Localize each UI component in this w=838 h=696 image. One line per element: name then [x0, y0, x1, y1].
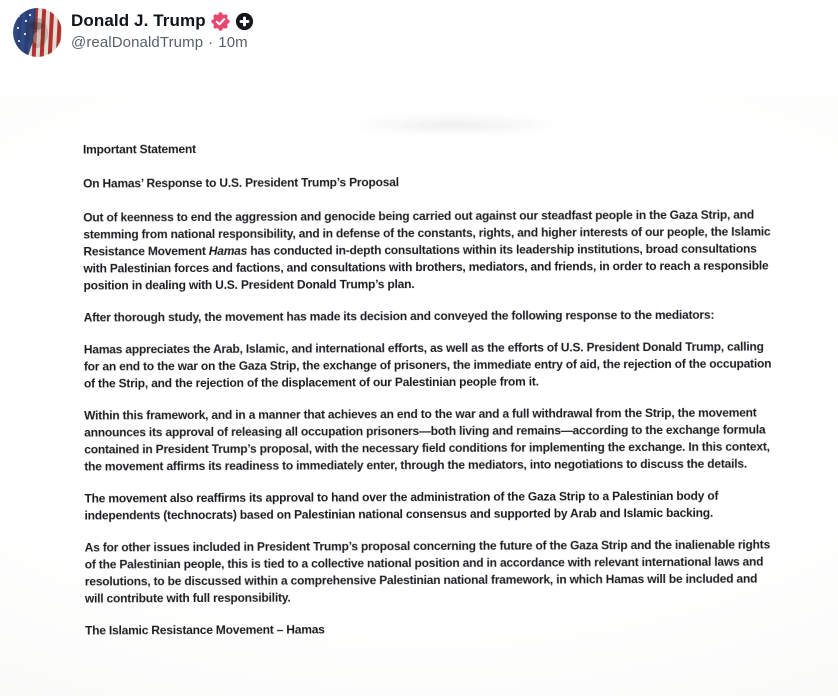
dot-separator: ·: [208, 34, 214, 51]
doc-paragraph-5: The movement also reaffirms its approval to hand over the administration of the Gaza Strip to a Palestinian body of independents (technocrats) based on Palestinian national consensus and supported by Arab and Islamic backing.: [84, 488, 719, 523]
post-header: [13, 8, 254, 57]
statement-document-image[interactable]: [0, 96, 838, 696]
doc-paragraph-1-post: has conducted in-depth consultations within its leadership institutions, broad consultations with Palestinian forces and factions, and consultations with brothers, mediators, and friends, in order to reach a responsible position in dealing with U.S. President Donald Trump’s plan.: [83, 241, 769, 293]
doc-paragraph-1: [83, 206, 777, 294]
display-name[interactable]: Donald J. Trump: [71, 11, 206, 30]
avatar[interactable]: [13, 8, 62, 57]
doc-subtitle: On Hamas’ Response to U.S. President Trump’s Proposal: [83, 175, 399, 191]
doc-paragraph-1-italic: Hamas: [208, 243, 248, 258]
handle[interactable]: @realDonaldTrump: [71, 34, 204, 51]
doc-paragraph-1-pre: Out of keenness to end the aggression and genocide being carried out against our steadfast people in the Gaza Strip, and stemming from national responsibility, and in defense of the constants, rights, and higher interests of our people, the Islamic Resistance Movement: [83, 207, 771, 259]
doc-title: Important Statement: [82, 142, 196, 157]
timestamp[interactable]: 10m: [218, 34, 248, 51]
doc-paragraph-6: As for other issues included in President Trump’s proposal concerning the future of the Gaza Strip and the inalienable rights of the Palestinian people, this is tied to a collective national position and in accordance with relevant international laws and resolutions, to be discussed within a comprehensive Palestinian national framework, in which Hamas will be included and will contribute with full responsibility.: [84, 537, 771, 606]
photo-smudge: [300, 110, 610, 140]
handle-and-timestamp[interactable]: [71, 34, 254, 51]
doc-signature: The Islamic Resistance Movement – Hamas: [85, 622, 325, 638]
flag-avatar-image: [13, 8, 62, 57]
doc-paragraph-2: After thorough study, the movement has made its decision and conveyed the following response to the mediators:: [83, 307, 715, 325]
plus-badge-icon: [235, 12, 254, 31]
verified-badge-icon: [211, 12, 230, 31]
doc-paragraph-3: Hamas appreciates the Arab, Islamic, and international efforts, as well as the efforts of U.S. President Donald Trump, calling for an end to the war on the Gaza Strip, the exchange of prisoners, the immediate entry of aid, the rejection of the occupation of the Strip, and the rejection of the displacement of our Palestinian people from it.: [83, 339, 772, 391]
statement-text: [83, 138, 779, 639]
doc-paragraph-4: Within this framework, and in a manner that achieves an end to the war and a full withdrawal from the Strip, the movement announces its approval of releasing all occupation prisoners—both living and remains—according to the exchange formula contained in President Trump’s proposal, with the necessary field conditions for implementing the exchange. In this context, the movement affirms its readiness to immediately enter, through the mediators, into negotiations to discuss the details.: [84, 405, 770, 474]
